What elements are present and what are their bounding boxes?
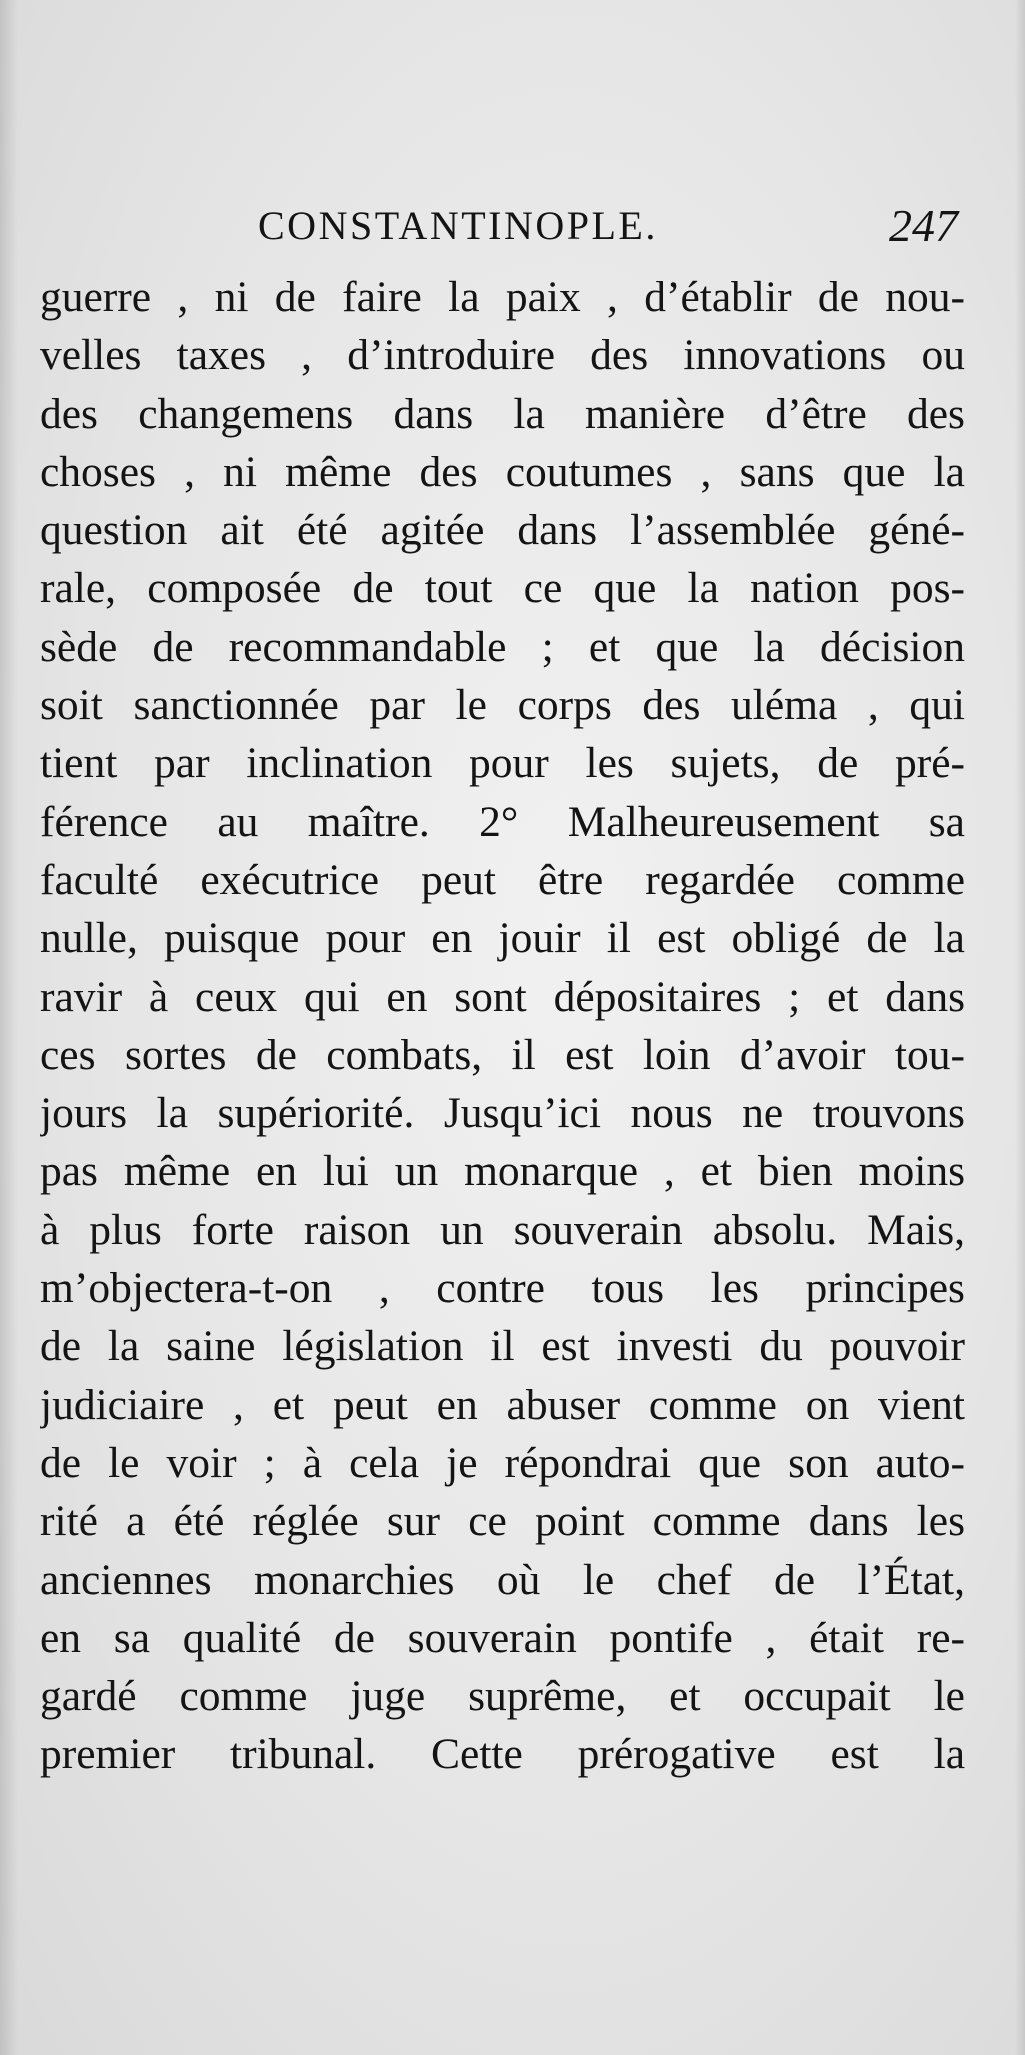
text-line: m’objectera-t-on , contre tous les principes bbox=[40, 1264, 965, 1313]
text-line: premier tribunal. Cette prérogative est la bbox=[40, 1730, 965, 1779]
text-line: à plus forte raison un souverain absolu. Mais, bbox=[40, 1205, 965, 1254]
text-line: question ait été agitée dans l’assemblée géné- bbox=[40, 506, 965, 555]
text-line: soit sanctionnée par le corps des uléma , qui bbox=[40, 681, 965, 730]
text-line: gardé comme juge suprême, et occupait le bbox=[40, 1672, 965, 1721]
text-line: velles taxes , d’introduire des innovations ou bbox=[40, 331, 965, 380]
text-line: ces sortes de combats, il est loin d’avoir tou- bbox=[40, 1030, 965, 1079]
text-line: guerre , ni de faire la paix , d’établir de nou- bbox=[40, 273, 965, 321]
text-line: des changemens dans la manière d’être des bbox=[40, 389, 965, 438]
text-line: choses , ni même des coutumes , sans que la bbox=[40, 447, 965, 496]
text-line: de la saine législation il est investi du pouvoir bbox=[40, 1322, 965, 1371]
text-line: judiciaire , et peut en abuser comme on vient bbox=[40, 1380, 965, 1429]
text-line: rale, composée de tout ce que la nation pos- bbox=[40, 564, 965, 613]
text-line: anciennes monarchies où le chef de l’État, bbox=[40, 1555, 965, 1604]
text-line: sède de recommandable ; et que la décision bbox=[40, 622, 965, 671]
page-edge-shadow-left bbox=[0, 0, 18, 2055]
text-line: de le voir ; à cela je répondrai que son auto- bbox=[40, 1438, 965, 1487]
text-line: ravir à ceux qui en sont dépositaires ; et dans bbox=[40, 972, 965, 1021]
text-line: pas même en lui un monarque , et bien moins bbox=[40, 1147, 965, 1196]
text-line: faculté exécutrice peut être regardée comme bbox=[40, 855, 965, 904]
text-line: jours la supériorité. Jusqu’ici nous ne trouvons bbox=[40, 1089, 965, 1138]
running-title: CONSTANTINOPLE. bbox=[258, 203, 658, 248]
text-line: férence au maître. 2° Malheureusement sa bbox=[40, 797, 965, 846]
text-line: tient par inclination pour les sujets, de pré- bbox=[40, 739, 965, 788]
page-number: 247 bbox=[889, 200, 958, 251]
body-text bbox=[40, 268, 965, 1784]
text-line: en sa qualité de souverain pontife , était re- bbox=[40, 1613, 965, 1662]
text-line: rité a été réglée sur ce point comme dans les bbox=[40, 1497, 965, 1546]
page-header bbox=[258, 196, 958, 256]
page-edge-shadow-right bbox=[1015, 0, 1025, 2055]
text-line: nulle, puisque pour en jouir il est obligé de la bbox=[40, 914, 965, 963]
